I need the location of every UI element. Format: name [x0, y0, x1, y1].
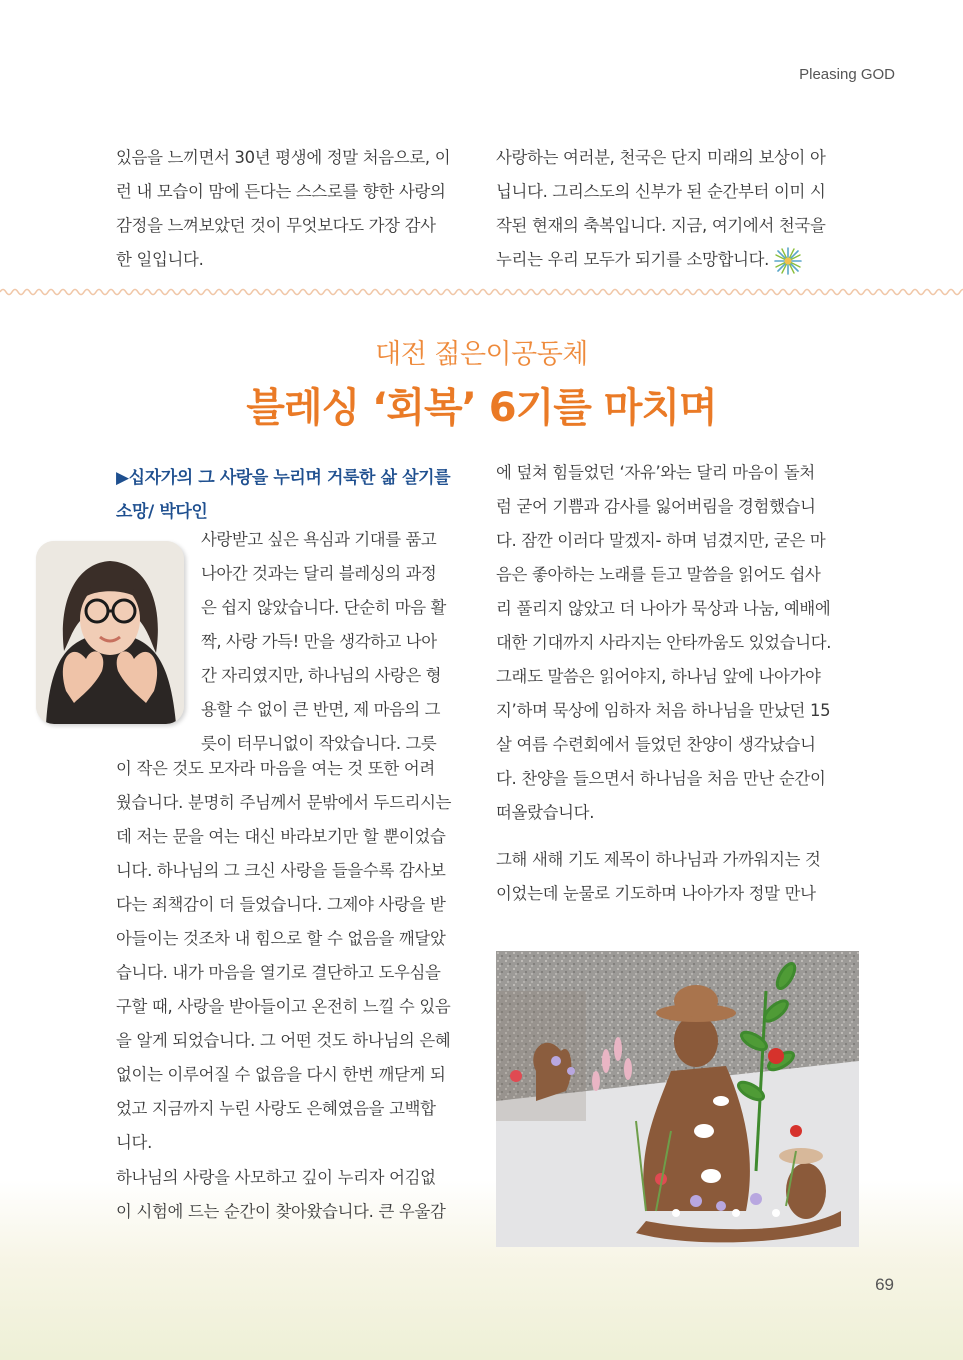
- text-line: 그해 새해 기도 제목이 하나님과 가까워지는 것: [496, 850, 821, 869]
- text-line: 간 자리였지만, 하나님의 사랑은 형: [201, 666, 442, 685]
- text-line: 한 일입니다.: [116, 250, 204, 269]
- section-title: 블레싱 ‘회복’ 6기를 마치며: [246, 385, 717, 431]
- text-line: 다는 죄책감이 더 들었습니다. 그제야 사랑을 받: [116, 895, 446, 914]
- flower-ornament-icon: [773, 246, 803, 276]
- text-line: 이 작은 것도 모자라 마음을 여는 것 또한 어려: [116, 759, 435, 778]
- article-indented-column: [201, 523, 476, 761]
- article-right-column: [496, 456, 856, 830]
- text-line: 지’하며 묵상에 임하자 처음 하나님을 만났던 15: [496, 701, 831, 720]
- text-line: 이 시험에 드는 순간이 찾아왔습니다. 큰 우울감: [116, 1202, 446, 1221]
- text-line: 다. 찬양을 들으면서 하나님을 처음 만난 순간이: [496, 769, 826, 788]
- article-right-column-2: [496, 843, 856, 911]
- top-right-column: [496, 141, 856, 277]
- header-section-label: Pleasing GOD: [799, 66, 895, 83]
- clay-figure-photo: [496, 951, 859, 1247]
- text-line-with-ornament: [496, 243, 856, 277]
- text-line: 하나님의 사랑을 사모하고 깊이 누리자 어김없: [116, 1168, 436, 1187]
- text-line: 음은 좋아하는 노래를 듣고 말씀을 읽어도 쉽사: [496, 565, 821, 584]
- top-left-column: [116, 141, 476, 277]
- page-number: 69: [875, 1275, 894, 1294]
- text-line: 을 알게 되었습니다. 그 어떤 것도 하나님의 은혜: [116, 1031, 451, 1050]
- text-line: 없이는 이루어질 수 없음을 다시 한번 깨닫게 되: [116, 1065, 446, 1084]
- text-line: 리 풀리지 않았고 더 나아가 묵상과 나눔, 예배에: [496, 599, 831, 618]
- text-line: 었고 지금까지 누린 사랑도 은혜였음을 고백합: [116, 1099, 436, 1118]
- article-heading: [116, 461, 476, 529]
- text-line: 닙니다. 그리스도의 신부가 된 순간부터 이미 시: [496, 182, 826, 201]
- text-line: 습니다. 내가 마음을 열기로 결단하고 도우심을: [116, 963, 441, 982]
- section-subtitle: 대전 젊은이공동체: [375, 339, 588, 370]
- text-line: 있음을 느끼면서 30년 평생에 정말 처음으로, 이: [116, 148, 451, 167]
- text-line: 아들이는 것조차 내 힘으로 할 수 없음을 깨달았: [116, 929, 446, 948]
- article-left-column: [116, 752, 476, 1160]
- text-line: 떠올랐습니다.: [496, 803, 595, 822]
- text-line: 다. 잠깐 이러다 말겠지- 하며 넘겼지만, 굳은 마: [496, 531, 826, 550]
- text-line: 니다.: [116, 1133, 152, 1152]
- text-line: 살 여름 수련회에서 들었던 찬양이 생각났습니: [496, 735, 816, 754]
- text-line: 은 쉽지 않았습니다. 단순히 마음 활: [201, 598, 446, 617]
- text-line: 이었는데 눈물로 기도하며 나아가자 정말 만나: [496, 884, 816, 903]
- text-line: 작된 현재의 축복입니다. 지금, 여기에서 천국을: [496, 216, 826, 235]
- article-left-column-2: [116, 1161, 476, 1229]
- text-line: 누리는 우리 모두가 되기를 소망합니다.: [496, 250, 770, 269]
- text-line: 감정을 느껴보았던 것이 무엇보다도 가장 감사: [116, 216, 436, 235]
- text-line: 데 저는 문을 여는 대신 바라보기만 할 뿐이었습: [116, 827, 446, 846]
- author-photo: [36, 541, 184, 724]
- text-line: 릇이 터무니없이 작았습니다. 그릇: [201, 734, 437, 753]
- text-line: 구할 때, 사랑을 받아들이고 온전히 느낄 수 있음: [116, 997, 451, 1016]
- text-line: 니다. 하나님의 그 크신 사랑을 들을수록 감사보: [116, 861, 446, 880]
- article-author: 소망/ 박다인: [116, 502, 208, 522]
- wavy-divider: [0, 285, 963, 299]
- text-line: 에 덮쳐 힘들었던 ‘자유’와는 달리 마음이 돌처: [496, 463, 815, 482]
- text-line: 그래도 말씀은 읽어야지, 하나님 앞에 나아가야: [496, 667, 821, 686]
- text-line: 대한 기대까지 사라지는 안타까움도 있었습니다.: [496, 633, 832, 652]
- article-heading-line: ▶십자가의 그 사랑을 누리며 거룩한 삶 살기를: [116, 468, 451, 488]
- text-line: 사랑받고 싶은 욕심과 기대를 품고: [201, 530, 437, 549]
- text-line: 짝, 사랑 가득! 만을 생각하고 나아: [201, 632, 437, 651]
- text-line: 럼 굳어 기쁨과 감사를 잃어버림을 경험했습니: [496, 497, 816, 516]
- text-line: 런 내 모습이 맘에 든다는 스스로를 향한 사랑의: [116, 182, 446, 201]
- text-line: 용할 수 없이 큰 반면, 제 마음의 그: [201, 700, 441, 719]
- text-line: 사랑하는 여러분, 천국은 단지 미래의 보상이 아: [496, 148, 826, 167]
- text-line: 웠습니다. 분명히 주님께서 문밖에서 두드리시는: [116, 793, 452, 812]
- text-line: 나아간 것과는 달리 블레싱의 과정: [201, 564, 437, 583]
